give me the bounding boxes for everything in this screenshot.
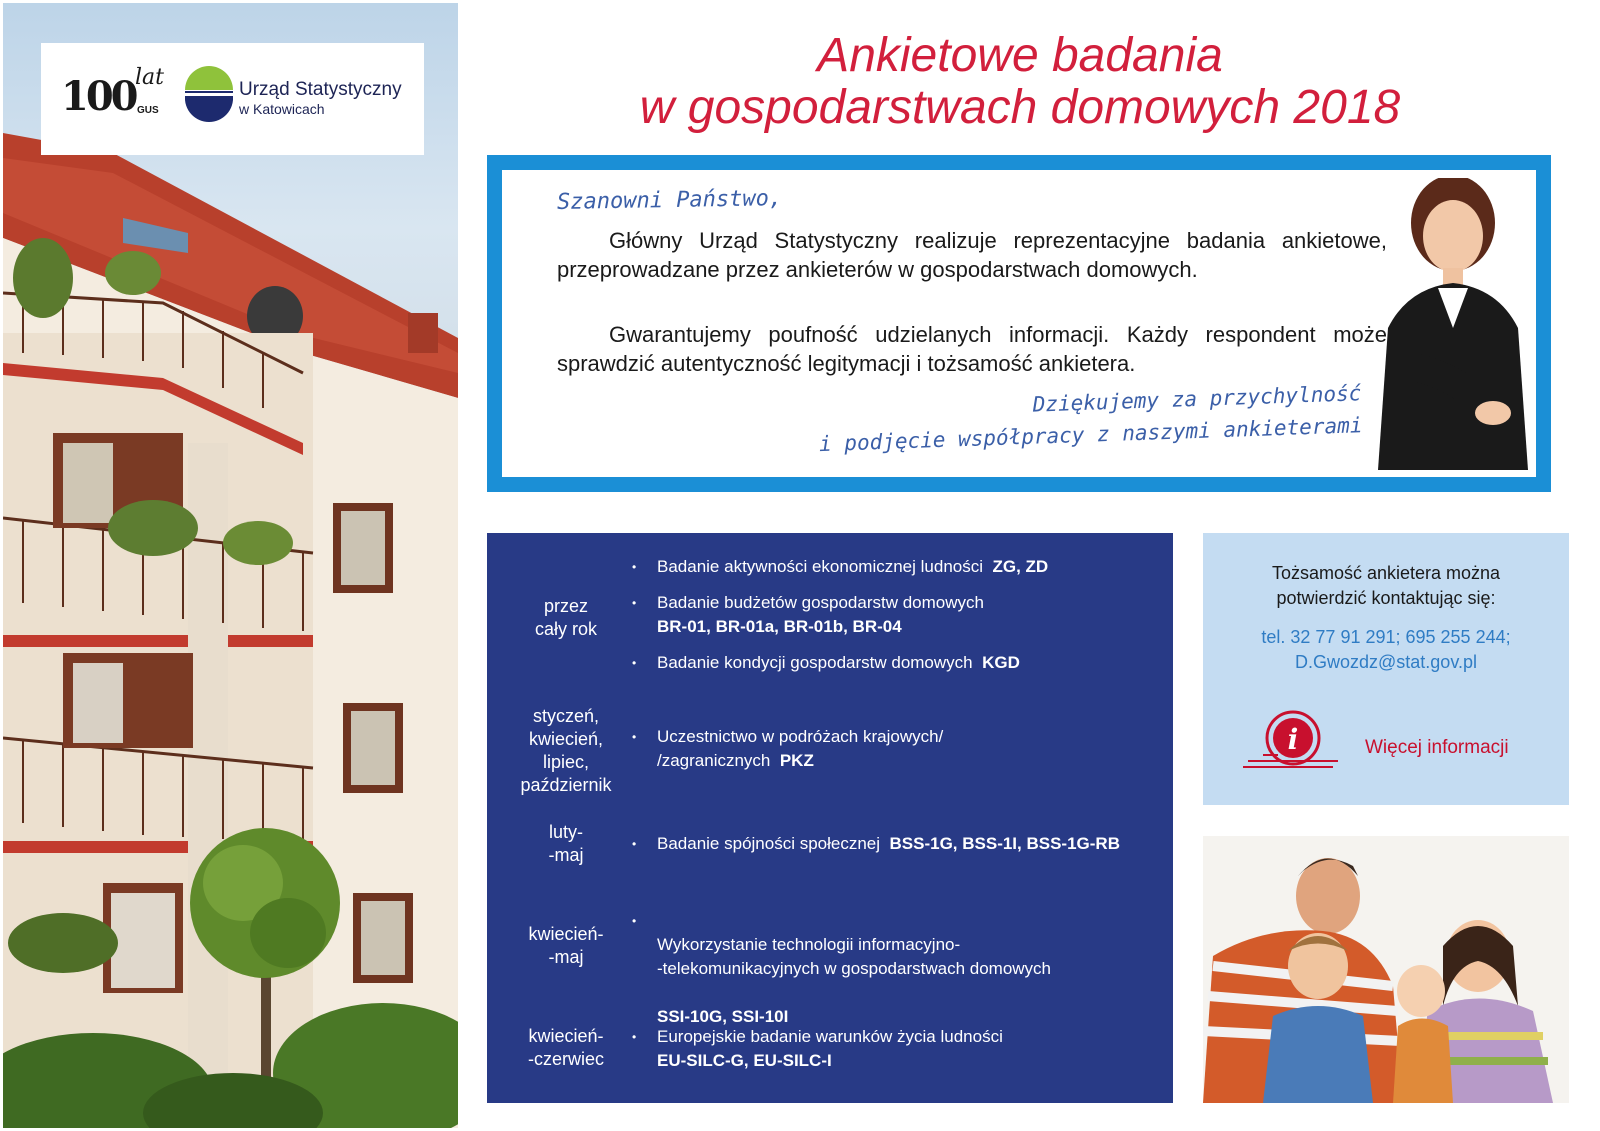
- survey-item: [657, 1025, 1003, 1073]
- schedule-period: [501, 705, 631, 797]
- survey-code: BR-01, BR-01a, BR-01b, BR-04: [657, 617, 902, 636]
- page-title: [470, 30, 1570, 134]
- schedule-period: [501, 821, 631, 867]
- survey-item: [657, 725, 943, 773]
- family-illustration: [1203, 836, 1569, 1103]
- survey-item: [657, 832, 1120, 856]
- survey-code: ZG, ZD: [992, 557, 1049, 576]
- letter-box: [487, 155, 1551, 492]
- anniversary-gus: GUS: [137, 105, 159, 116]
- letter-paragraph-2: Gwarantujemy poufność udzielanych informacji. Każdy respondent może sprawdzić autentyczność legitymacji i tożsamość ankietera.: [557, 322, 1387, 376]
- survey-code: BSS-1G, BSS-1I, BSS-1G-RB: [889, 834, 1120, 853]
- survey-item: [657, 651, 1020, 675]
- survey-code: EU-SILC-G, EU-SILC-I: [657, 1051, 832, 1070]
- letter-thanks: [741, 377, 1363, 463]
- survey-name: Badanie spójności społecznej: [657, 834, 881, 853]
- building-photo: [3, 3, 458, 1128]
- survey-item: [657, 555, 1048, 579]
- survey-schedule: [487, 533, 1173, 1103]
- title-line-1: Ankietowe badania: [817, 29, 1223, 82]
- contact-email[interactable]: D.Gwozdz@stat.gov.pl: [1294, 652, 1477, 672]
- period-text: kwiecień- -maj: [528, 924, 604, 967]
- period-text: styczeń, kwiecień, lipiec, październik: [520, 706, 612, 795]
- survey-name: Badanie kondycji gospodarstw domowych: [657, 653, 973, 672]
- survey-name: Uczestnictwo w podróżach krajowych/ /zagranicznych: [657, 727, 944, 770]
- period-text: kwiecień- -czerwiec: [527, 1026, 604, 1069]
- period-text: przez cały rok: [534, 596, 597, 639]
- interviewer-photo: [1358, 178, 1528, 470]
- contact-box: [1203, 533, 1569, 805]
- title-line-2: w gospodarstwach domowych 2018: [639, 81, 1401, 134]
- office-logo-icon: [185, 64, 233, 134]
- gus-logo: [41, 43, 424, 155]
- contact-title: Tożsamość ankietera można potwierdzić kontaktując się:: [1271, 563, 1501, 608]
- svg-text:i: i: [1287, 723, 1299, 756]
- survey-name: • Badanie budżetów gospodarstw domowych: [657, 593, 984, 612]
- schedule-period: [501, 1025, 631, 1071]
- survey-code: KGD: [982, 653, 1020, 672]
- more-info-link[interactable]: Więcej informacji: [1365, 737, 1509, 758]
- family-photo: [1203, 836, 1569, 1103]
- anniversary-number: 100: [61, 73, 136, 120]
- survey-name: • Wykorzystanie technologii informacyjno- -telekomunikacyjnych w gospodarstwach domowych: [657, 935, 1052, 978]
- letter-paragraph-1: Główny Urząd Statystyczny realizuje reprezentacyjne badania ankietowe, przeprowadzane przez ankieterów w gospodarstwach domowych.: [557, 228, 1387, 282]
- office-name: Urząd Statystyczny: [239, 79, 402, 100]
- schedule-period: [501, 595, 631, 641]
- survey-item: [657, 591, 984, 639]
- info-icon[interactable]: [1243, 705, 1343, 775]
- anniversary-lat: lat: [135, 65, 164, 90]
- survey-name: Badanie aktywności ekonomicznej ludności: [657, 557, 984, 576]
- office-city: w Katowicach: [239, 101, 325, 117]
- thanks-line-1: Dziękujemy za przychylność: [1032, 381, 1362, 417]
- survey-name: • Europejskie badanie warunków życia ludności: [657, 1027, 1003, 1046]
- survey-code: SSI-10G, SSI-10I: [657, 1007, 789, 1026]
- schedule-period: [501, 923, 631, 969]
- letter-greeting: Szanowni Państwo,: [556, 186, 783, 215]
- letter-content: [502, 170, 1536, 477]
- contact-phone[interactable]: tel. 32 77 91 291; 695 255 244;: [1261, 627, 1511, 647]
- period-text: luty- -maj: [548, 822, 584, 865]
- thanks-line-2: i podjęcie współpracy z naszymi ankieterami: [818, 413, 1363, 457]
- building-illustration: [3, 3, 458, 1128]
- survey-code: PKZ: [779, 751, 814, 770]
